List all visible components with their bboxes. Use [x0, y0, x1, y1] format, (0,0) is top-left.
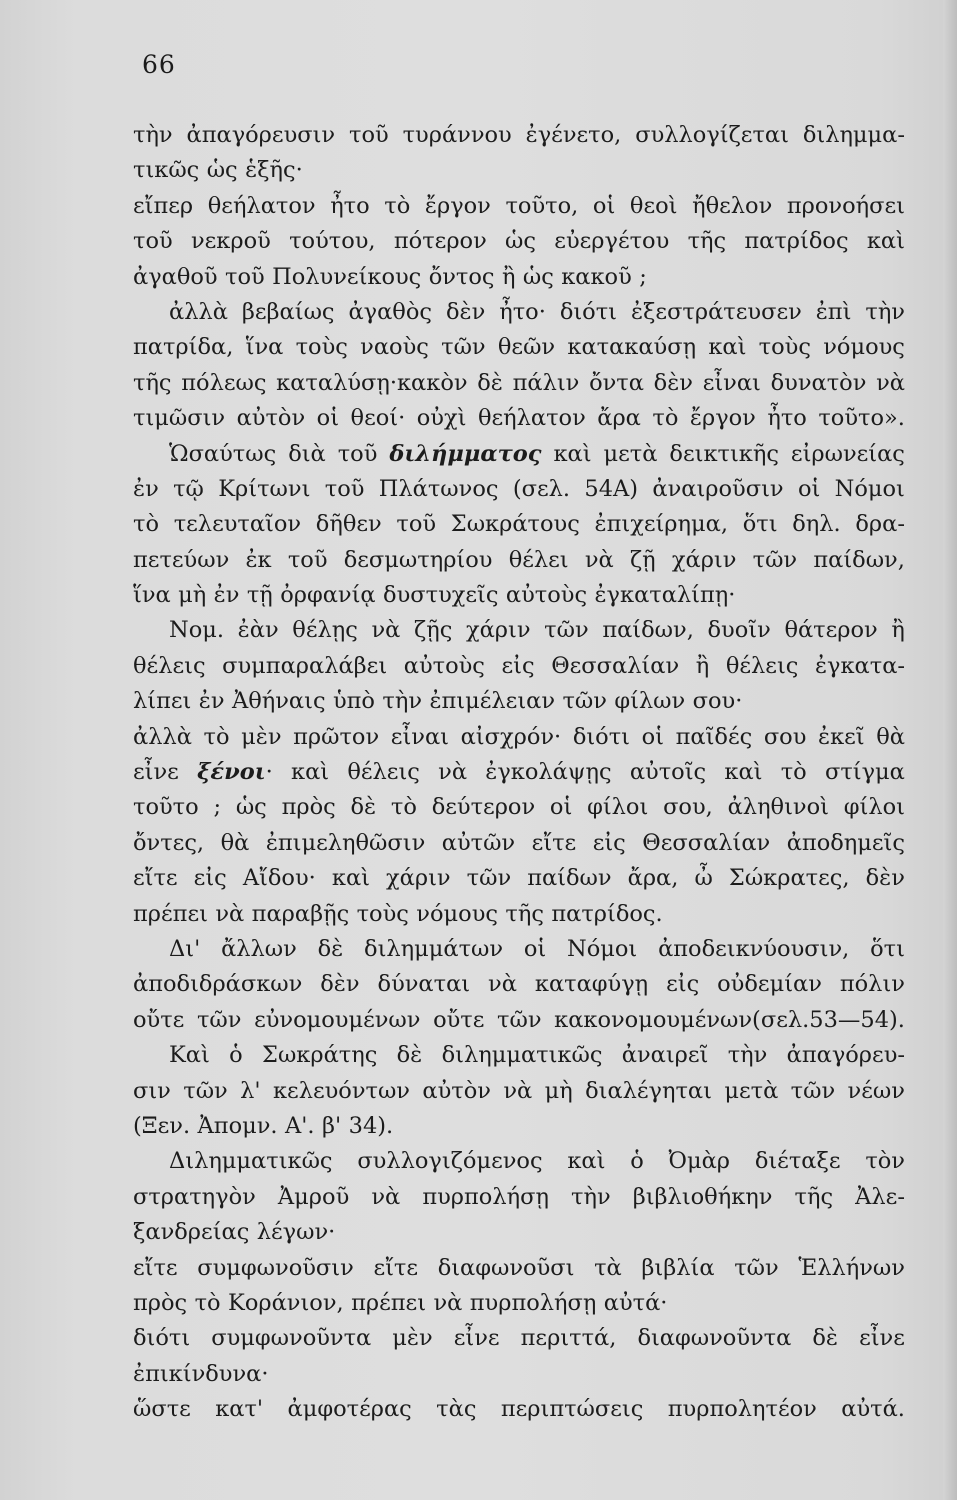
- body-text: [133, 118, 905, 1427]
- text-line: Ὡσαύτως διὰ τοῦ διλήμματος καὶ μετὰ δεικτικῆς εἰρωνείας: [133, 437, 905, 472]
- text-line: τοῦ νεκροῦ τούτου, πότερον ὡς εὐεργέτου τῆς πατρίδος καὶ: [133, 228, 905, 255]
- text-line: λίπει ἐν Ἀθήναις ὑπὸ τὴν ἐπιμέλειαν τῶν φίλων σου·: [133, 688, 743, 715]
- text-line: ἀλλὰ βεβαίως ἀγαθὸς δὲν ἦτο· διότι ἐξεστράτευσεν ἐπὶ τὴν: [169, 298, 905, 325]
- text-line: ἀγαθοῦ τοῦ Πολυνείκους ὄντος ἢ ὡς κακοῦ ;: [133, 263, 647, 290]
- text-line: Καὶ ὁ Σωκράτης δὲ διλημματικῶς ἀναιρεῖ τὴν ἀπαγόρευ-: [169, 1042, 905, 1069]
- text-line: εἴπερ θεήλατον ἦτο τὸ ἔργον τοῦτο, οἱ θεοὶ ἤθελον προνοήσει: [133, 192, 905, 219]
- text-line: τὴν ἀπαγόρευσιν τοῦ τυράννου ἐγένετο, συλλογίζεται διλημμα-: [133, 122, 905, 148]
- text-line: ἐν τῷ Κρίτωνι τοῦ Πλάτωνος (σελ. 54Α) ἀναιροῦσιν οἱ Νόμοι: [133, 475, 905, 502]
- page-number: 66: [142, 50, 176, 79]
- text-line: Διλημματικῶς συλλογιζόμενος καὶ ὁ Ὀμὰρ διέταξε τὸν: [169, 1148, 905, 1175]
- text-line: σιν τῶν λ' κελευόντων αὐτὸν νὰ μὴ διαλέγηται μετὰ τῶν νέων: [133, 1077, 905, 1104]
- text-line: εἶνε ξένοι· καὶ θέλεις νὰ ἐγκολάψῃς αὐτοῖς καὶ τὸ στίγμα: [133, 755, 905, 790]
- text-line: τὸ τελευταῖον δῆθεν τοῦ Σωκράτους ἐπιχείρημα, ὅτι δηλ. δρα-: [133, 511, 905, 538]
- text-line: τῆς πόλεως καταλύσῃ·κακὸν δὲ πάλιν ὄντα δὲν εἶναι δυνατὸν νὰ: [133, 369, 905, 396]
- text-line: (Ξεν. Ἀπομν. Α'. β' 34).: [133, 1112, 394, 1139]
- text-line: εἴτε εἰς Αἴδου· καὶ χάριν τῶν παίδων ἄρα, ὦ Σώκρατες, δὲν: [133, 865, 905, 892]
- text-line: τιμῶσιν αὐτὸν οἱ θεοί· οὐχὶ θεήλατον ἄρα τὸ ἔργον ἦτο τοῦτο».: [133, 405, 905, 432]
- text-line: τικῶς ὡς ἑξῆς·: [133, 157, 303, 184]
- emphasized-word: διλήμματος: [389, 440, 542, 467]
- text-line: τοῦτο ; ὡς πρὸς δὲ τὸ δεύτερον οἱ φίλοι σου, ἀληθινοὶ φίλοι: [133, 794, 905, 821]
- text-line: πατρίδα, ἵνα τοὺς ναοὺς τῶν θεῶν κατακαύσῃ καὶ τοὺς νόμους: [133, 334, 905, 361]
- text-line: διότι συμφωνοῦντα μὲν εἶνε περιττά, διαφωνοῦντα δὲ εἶνε: [133, 1325, 905, 1352]
- text-line: ὥστε κατ' ἀμφοτέρας τὰς περιπτώσεις πυρπολητέον αὐτά.: [133, 1396, 905, 1423]
- text-line: πετεύων ἐκ τοῦ δεσμωτηρίου θέλει νὰ ζῇ χάριν τῶν παίδων,: [133, 546, 905, 573]
- text-line: πρὸς τὸ Κοράνιον, πρέπει νὰ πυρπολήσῃ αὐτά·: [133, 1289, 668, 1316]
- text-line: Νομ. ἐὰν θέλῃς νὰ ζῇς χάριν τῶν παίδων, δυοῖν θάτερον ἢ: [169, 617, 905, 644]
- text-line: ξανδρείας λέγων·: [133, 1219, 336, 1246]
- text-line: πρέπει νὰ παραβῇς τοὺς νόμους τῆς πατρίδος.: [133, 900, 663, 927]
- text-line: ἀλλὰ τὸ μὲν πρῶτον εἶναι αἰσχρόν· διότι οἱ παῖδές σου ἐκεῖ θὰ: [133, 723, 905, 750]
- text-line: ὄντες, θὰ ἐπιμεληθῶσιν αὐτῶν εἴτε εἰς Θεσσαλίαν ἀποδημεῖς: [133, 829, 905, 856]
- text-line: ἀποδιδράσκων δὲν δύναται νὰ καταφύγῃ εἰς οὐδεμίαν πόλιν: [133, 971, 905, 998]
- text-line: στρατηγὸν Ἀμροῦ νὰ πυρπολήσῃ τὴν βιβλιοθήκην τῆς Ἀλε-: [133, 1183, 905, 1210]
- page-edge: [943, 0, 957, 1500]
- text-line: ἵνα μὴ ἐν τῇ ὀρφανίᾳ δυστυχεῖς αὐτοὺς ἐγκαταλίπῃ·: [133, 582, 736, 609]
- text-line: θέλεις συμπαραλάβει αὐτοὺς εἰς Θεσσαλίαν ἢ θέλεις ἐγκατα-: [133, 652, 905, 679]
- emphasized-word: ξένοι: [197, 759, 266, 786]
- text-line: ἐπικίνδυνα·: [133, 1360, 269, 1387]
- text-line: οὔτε τῶν εὐνομουμένων οὔτε τῶν κακονομουμένων(σελ.53—54).: [133, 1006, 905, 1033]
- text-line: εἴτε συμφωνοῦσιν εἴτε διαφωνοῦσι τὰ βιβλία τῶν Ἑλλήνων: [133, 1254, 905, 1281]
- text-line: Δι' ἄλλων δὲ διλημμάτων οἱ Νόμοι ἀποδεικνύουσιν, ὅτι: [169, 935, 905, 962]
